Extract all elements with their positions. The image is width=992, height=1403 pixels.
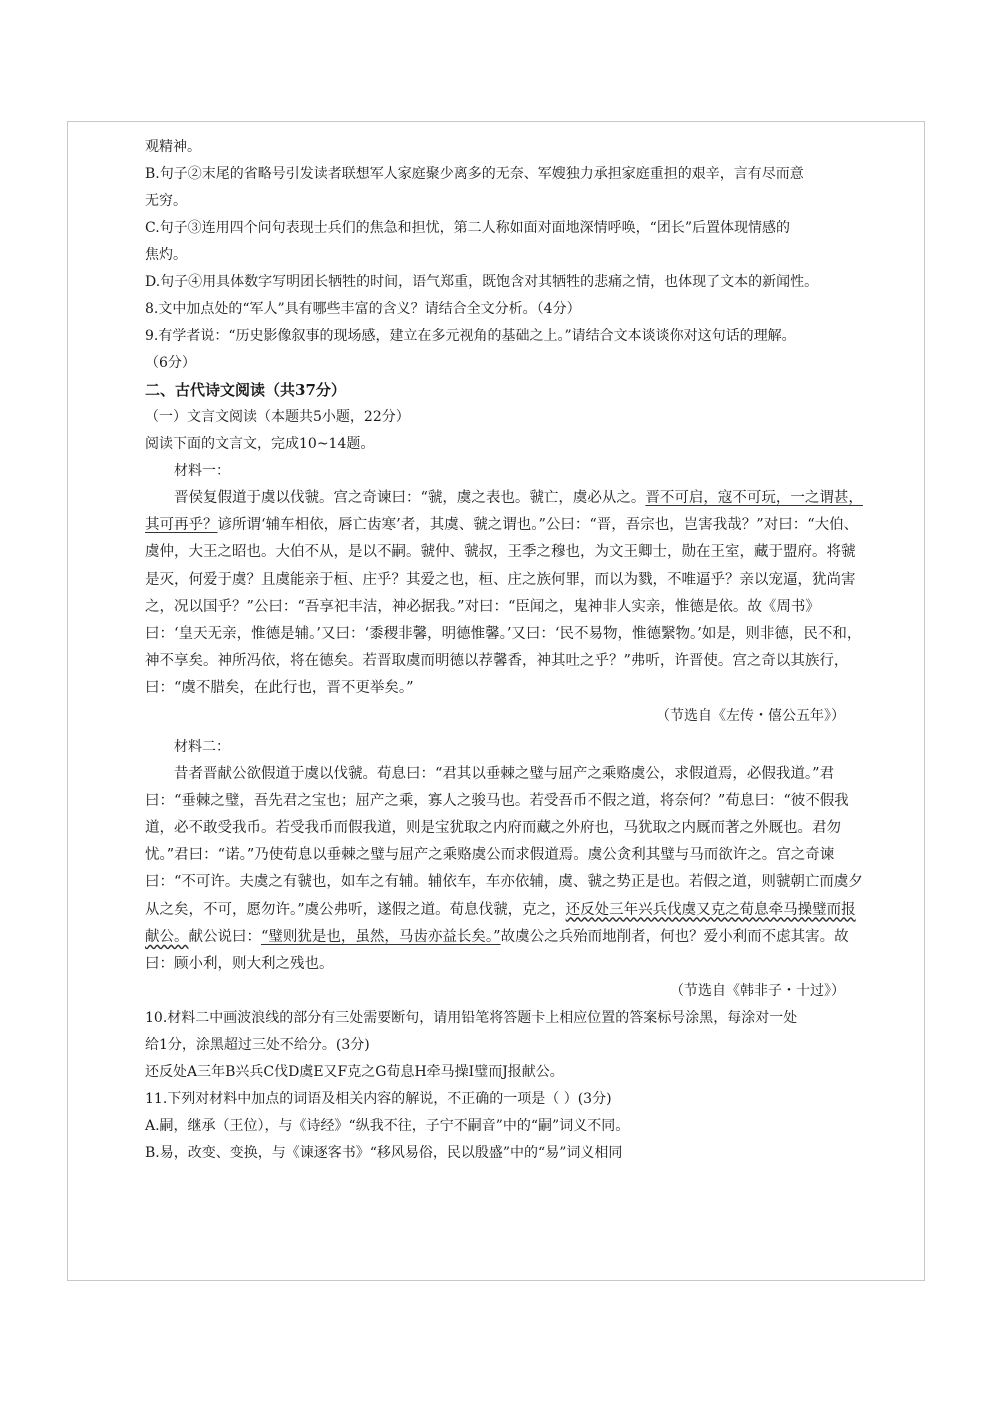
option-c-line-cont: 焦灼。	[145, 247, 187, 263]
question-10-cont: 给1分，涂黑超过三处不给分。(3分)	[145, 1037, 370, 1054]
text-line: 观精神。	[145, 139, 201, 155]
material-2-source: （节选自《韩非子・十过》）	[670, 983, 845, 1000]
question-11-option-a: A.嗣，继承（王位），与《诗经》“纵我不往，子宁不嗣音”中的“嗣”词义不同。	[145, 1118, 630, 1135]
question-9: 9.有学者说：“历史影像叙事的现场感，建立在多元视角的基础之上。”请结合文本谈谈你对这句话的理解。	[145, 328, 796, 344]
option-d-line: D.句子④用具体数字写明团长牺牲的时间，语气郑重，既饱含对其牺牲的悲痛之情，也体现了文本的新闻性。	[145, 274, 819, 290]
question-11: 11.下列对材料中加点的词语及相关内容的解说，不正确的一项是（ ）(3分)	[145, 1091, 612, 1108]
passage-text: 谚所谓‘辅车相依，唇亡齿寒’者，其虞、虢之谓也。”公曰：“晋，吾宗也，岂害我哉？”对曰：“大伯、虞仲，大王之昭也。大伯不从，是以不嗣。虢仲、虢叔，王季之穆也，为文王卿士，勋在王室，藏于盟府。将虢是灭，何爱于虞？且虞能亲于桓、庄乎？其爱之也，桓、庄之族何罪，而以为戮，不唯逼乎？亲以宠逼，犹尚害之，况以国乎？”公曰：“吾享祀丰洁，神必据我。”对曰：“臣闻之，鬼神非人实亲，惟德是依。故《周书》曰：‘皇天无亲，惟德是辅。’又曰：‘黍稷非馨，明德惟馨。’又曰：‘民不易物，惟德繄物。’如是，则非德，民不和，神不享矣。神所冯依，将在德矣。若晋取虞而明德以荐馨香，神其吐之乎？”弗听，许晋使。宫之奇以其族行，曰：“虞不腊矣，在此行也，晋不更举矣。”	[145, 517, 862, 697]
underlined-sentence: “璧则犹是也，虽然，马齿亦益长矣。”	[261, 928, 501, 945]
question-11-option-b: B.易，改变、变换，与《谏逐客书》“移风易俗，民以殷盛”中的“易”词义相同	[145, 1145, 623, 1162]
passage-text: 晋侯复假道于虞以伐虢。宫之奇谏曰：“虢，虞之表也。虢亡，虞必从之。	[174, 490, 646, 506]
question-10-options: 还反处A三年B兴兵C伐D虞E又F克之G荀息H牵马操I璧而J报献公。	[145, 1064, 564, 1081]
passage-text: 故虞公之兵殆而地削者，何也？爱小利而不虑其害。故曰：顾小利，则大利之残也。	[145, 928, 849, 973]
material-1-title: 材料一：	[174, 463, 230, 479]
option-c-line: C.句子③连用四个问句表现士兵们的焦急和担忧，第二人称如面对面地深情呼唤，“团长”后置体现情感的	[145, 220, 790, 236]
wavy-underlined-sentence: 还反处三年兴兵伐虞又克之荀息牵马操璧而报献公。	[145, 901, 856, 945]
reading-instruction: 阅读下面的文言文，完成10~14题。	[145, 436, 375, 452]
material-2-passage	[145, 761, 865, 979]
question-10: 10.材料二中画波浪线的部分有三处需要断句，请用铅笔将答题卡上相应位置的答案标号涂黑，每涂对一处	[145, 1010, 798, 1027]
passage-text: 献公说曰：	[188, 928, 261, 945]
material-2-title: 材料二：	[174, 738, 230, 755]
question-9-cont: （6分）	[145, 355, 196, 371]
option-b-line: B.句子②末尾的省略号引发读者联想军人家庭聚少离多的无奈、军嫂独力承担家庭重担的艰辛，言有尽而意	[145, 166, 804, 182]
section-heading: 二、古代诗文阅读（共37分）	[145, 381, 346, 399]
material-1-source: （节选自《左传・僖公五年》）	[656, 707, 845, 724]
subsection-heading: （一）文言文阅读（本题共5小题，22分）	[145, 409, 410, 425]
passage-text: 昔者晋献公欲假道于虞以伐虢。荀息曰：“君其以垂棘之璧与屈产之乘赂虞公，求假道焉，必假我道。”君曰：“垂棘之璧，吾先君之宝也；屈产之乘，寡人之骏马也。若受吾币不假之道，将奈何？”荀息曰：“彼不假我道，必不敢受我币。若受我币而假我道，则是宝犹取之内府而藏之外府也，马犹取之内厩而著之外厩也。君勿忧。”君曰：“诺。”乃使荀息以垂棘之璧与屈产之乘赂虞公而求假道焉。虞公贪利其璧与马而欲许之。宫之奇谏曰：“不可许。夫虞之有虢也，如车之有辅。辅依车，车亦依辅，虞、虢之势正是也。若假之道，则虢朝亡而虞夕从之矣，不可，愿勿许。”虞公弗听，遂假之道。荀息伐虢，克之，	[145, 765, 863, 918]
exam-page-content	[145, 134, 865, 1167]
option-b-line-cont: 无穷。	[145, 193, 187, 209]
underlined-sentence: 晋不可启，寇不可玩，一之谓甚，其可再乎？	[145, 490, 863, 534]
material-1-passage	[145, 485, 865, 703]
question-8: 8.文中加点处的“军人”具有哪些丰富的含义？请结合全文分析。（4分）	[145, 301, 581, 317]
